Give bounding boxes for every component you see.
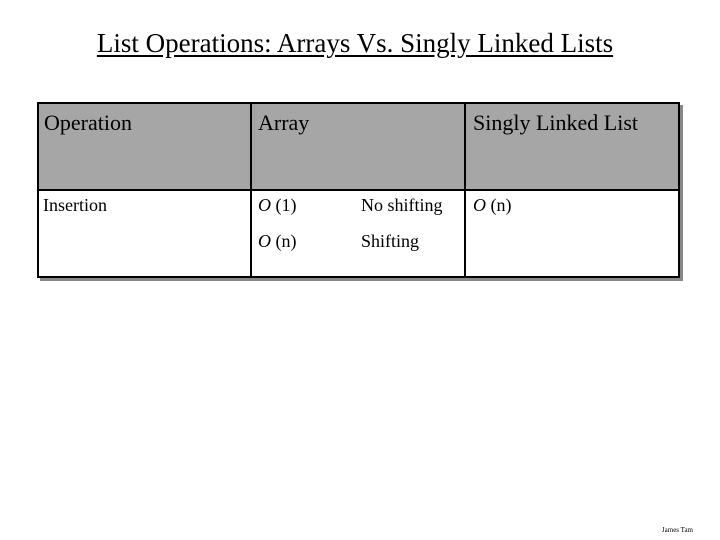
row-operation-insertion: Insertion xyxy=(43,195,107,215)
complexity-value: (1) xyxy=(275,195,297,215)
column-divider-2 xyxy=(464,104,466,276)
array-complexity-worst xyxy=(258,231,297,252)
column-divider-1 xyxy=(250,104,252,276)
array-complexity-best xyxy=(258,195,297,216)
header-array: Array xyxy=(258,110,310,135)
comparison-table xyxy=(37,102,680,278)
big-o-symbol: O xyxy=(473,195,486,215)
linked-list-complexity xyxy=(473,195,512,216)
big-o-symbol: O xyxy=(258,231,271,251)
slide-title: List Operations: Arrays Vs. Singly Linked Lists xyxy=(96,28,614,58)
array-note-best: No shifting xyxy=(361,195,443,215)
header-linked-list: Singly Linked List xyxy=(473,110,638,135)
big-o-symbol: O xyxy=(258,195,271,215)
complexity-value: (n) xyxy=(490,195,512,215)
header-operation: Operation xyxy=(44,110,132,135)
author-footer: James Tam xyxy=(661,526,693,534)
complexity-value: (n) xyxy=(275,231,297,251)
array-note-worst: Shifting xyxy=(361,231,420,251)
